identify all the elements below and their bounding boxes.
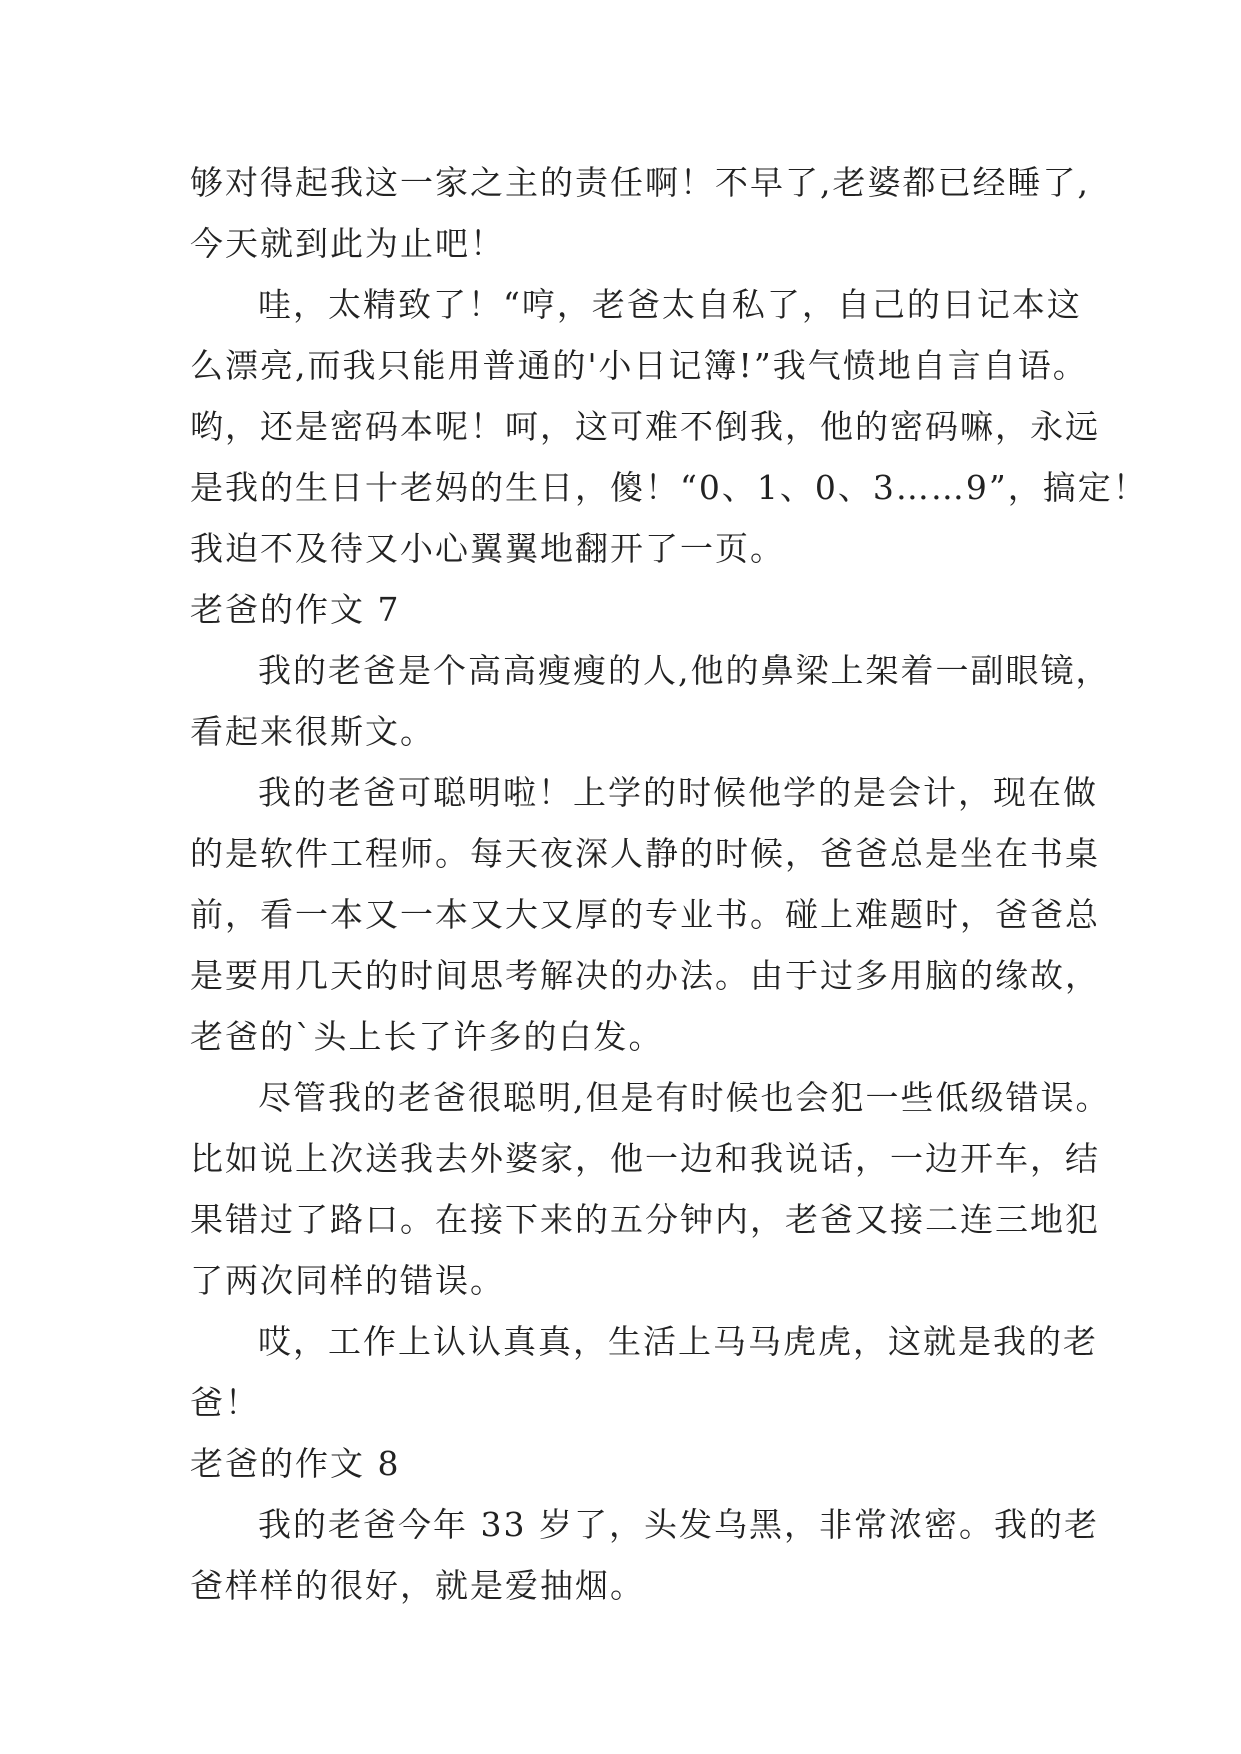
text-line: 今天就到此为止吧！ — [190, 224, 505, 263]
paragraph-first-line: 哎，工作上认认真真，生活上马马虎虎，这就是我的老 — [258, 1322, 1098, 1361]
text-line: 我迫不及待又小心翼翼地翻开了一页。 — [190, 529, 785, 568]
text-line: 比如说上次送我去外婆家，他一边和我说话，一边开车，结 — [190, 1139, 1100, 1178]
text-line: 看起来很斯文。 — [190, 712, 435, 751]
section-heading: 老爸的作文 8 — [190, 1444, 401, 1483]
section-heading: 老爸的作文 7 — [190, 590, 401, 629]
paragraph-first-line: 我的老爸可聪明啦！上学的时候他学的是会计，现在做 — [258, 773, 1098, 812]
text-line: 是要用几天的时间思考解决的办法。由于过多用脑的缘故， — [190, 956, 1100, 995]
text-line: 老爸的`头上长了许多的白发。 — [190, 1017, 664, 1056]
paragraph-first-line: 尽管我的老爸很聪明,但是有时候也会犯一些低级错误。 — [258, 1078, 1111, 1117]
text-line: 的是软件工程师。每天夜深人静的时候，爸爸总是坐在书桌 — [190, 834, 1100, 873]
text-line: 哟，还是密码本呢！呵，这可难不倒我，他的密码嘛，永远 — [190, 407, 1100, 446]
text-line: 爸！ — [190, 1383, 260, 1422]
text-line: 么漂亮,而我只能用普通的'小日记簿!”我气愤地自言自语。 — [190, 346, 1088, 385]
text-line: 是我的生日十老妈的生日，傻！“0、1、0、3……9”，搞定！ — [190, 468, 1148, 507]
paragraph-first-line: 我的老爸是个高高瘦瘦的人,他的鼻梁上架着一副眼镜， — [258, 651, 1111, 690]
text-line: 爸样样的很好，就是爱抽烟。 — [190, 1566, 645, 1605]
text-line: 前，看一本又一本又大又厚的专业书。碰上难题时，爸爸总 — [190, 895, 1100, 934]
text-line: 够对得起我这一家之主的责任啊！不早了,老婆都已经睡了, — [190, 163, 1090, 202]
paragraph-first-line: 我的老爸今年 33 岁了，头发乌黑，非常浓密。我的老 — [258, 1505, 1099, 1544]
text-line: 了两次同样的错误。 — [190, 1261, 505, 1300]
text-line: 果错过了路口。在接下来的五分钟内，老爸又接二连三地犯 — [190, 1200, 1100, 1239]
paragraph-first-line: 哇，太精致了！“哼，老爸太自私了，自己的日记本这 — [258, 285, 1082, 324]
document-body — [190, 152, 1148, 1616]
